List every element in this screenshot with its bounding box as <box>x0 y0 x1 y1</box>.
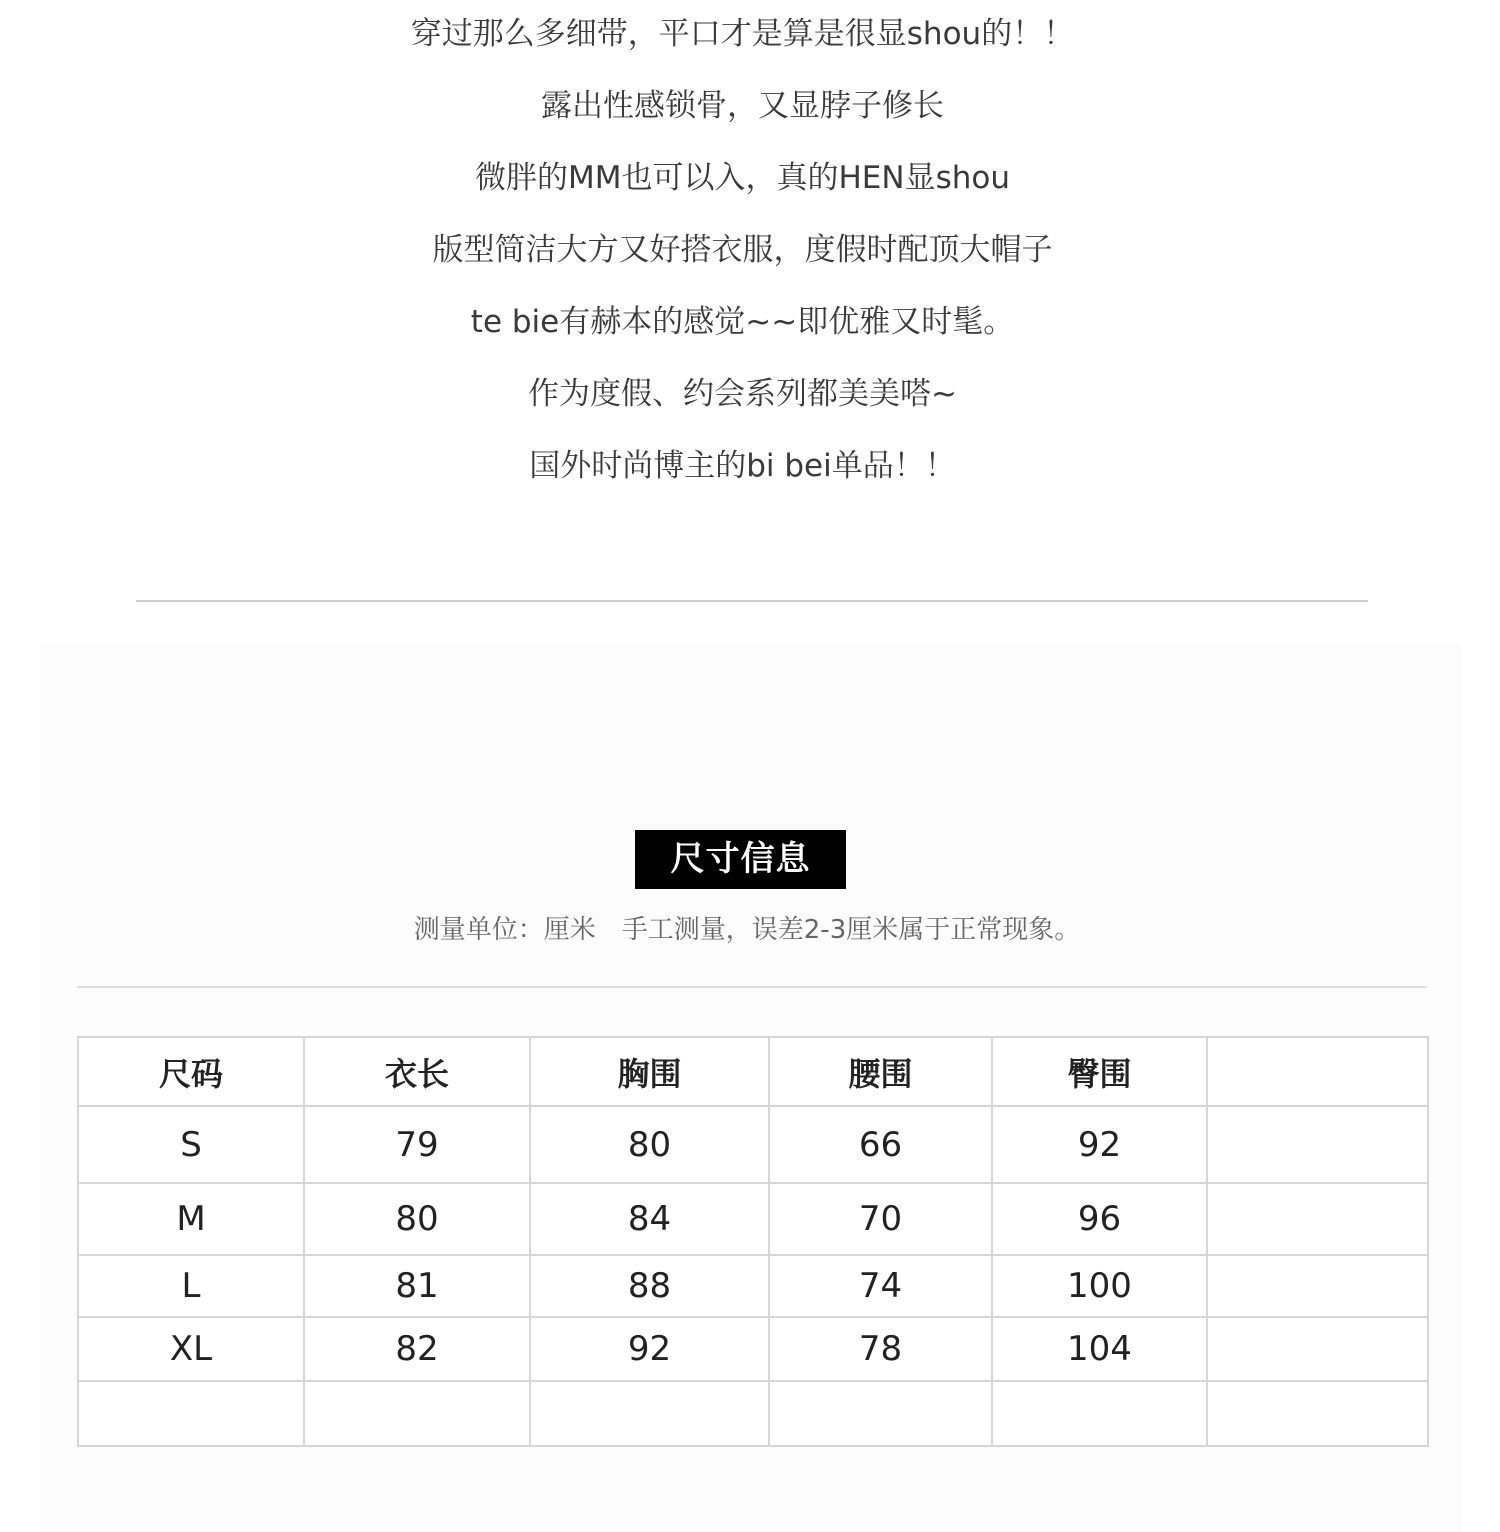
table-cell <box>1207 1317 1428 1381</box>
table-cell: 104 <box>992 1317 1207 1381</box>
header-length: 衣长 <box>304 1037 530 1106</box>
size-info-title: 尺寸信息 <box>635 830 846 889</box>
header-hip: 臀围 <box>992 1037 1207 1106</box>
table-cell: 66 <box>769 1106 992 1183</box>
description-line: 穿过那么多细带，平口才是算是很显shou的！！ <box>410 16 1075 52</box>
table-cell: L <box>78 1255 304 1317</box>
table-cell <box>1207 1183 1428 1255</box>
table-row <box>78 1317 1428 1381</box>
table-cell <box>530 1381 769 1446</box>
table-cell: 78 <box>769 1317 992 1381</box>
table-cell: 100 <box>992 1255 1207 1317</box>
table-cell: 81 <box>304 1255 530 1317</box>
table-cell: 96 <box>992 1183 1207 1255</box>
section-divider <box>136 600 1368 602</box>
table-cell: S <box>78 1106 304 1183</box>
table-cell: 82 <box>304 1317 530 1381</box>
table-cell: 92 <box>530 1317 769 1381</box>
table-row <box>78 1381 1428 1446</box>
table-cell <box>992 1381 1207 1446</box>
size-chart-table <box>77 1036 1429 1447</box>
table-cell: M <box>78 1183 304 1255</box>
table-cell: 80 <box>304 1183 530 1255</box>
description-line: 微胖的MM也可以入，真的HEN显shou <box>475 160 1010 196</box>
table-row <box>78 1255 1428 1317</box>
description-line: 国外时尚博主的bi bei单品！！ <box>529 448 956 484</box>
table-cell: 92 <box>992 1106 1207 1183</box>
table-cell: XL <box>78 1317 304 1381</box>
table-cell <box>78 1381 304 1446</box>
table-cell: 74 <box>769 1255 992 1317</box>
table-cell <box>1207 1106 1428 1183</box>
header-empty <box>1207 1037 1428 1106</box>
table-header-row <box>78 1037 1428 1106</box>
table-cell: 79 <box>304 1106 530 1183</box>
table-row <box>78 1183 1428 1255</box>
header-bust: 胸围 <box>530 1037 769 1106</box>
table-cell: 88 <box>530 1255 769 1317</box>
product-description <box>0 0 1500 560</box>
measurement-note: 测量单位：厘米 手工测量，误差2-3厘米属于正常现象。 <box>413 915 1081 945</box>
table-divider <box>77 986 1427 988</box>
description-line: 版型简洁大方又好搭衣服，度假时配顶大帽子 <box>432 232 1053 268</box>
description-line: te bie有赫本的感觉~~即优雅又时髦。 <box>470 304 1015 340</box>
table-cell <box>1207 1381 1428 1446</box>
table-cell: 80 <box>530 1106 769 1183</box>
description-line: 作为度假、约会系列都美美嗒~ <box>528 376 957 412</box>
header-size: 尺码 <box>78 1037 304 1106</box>
header-waist: 腰围 <box>769 1037 992 1106</box>
table-cell <box>1207 1255 1428 1317</box>
table-cell <box>769 1381 992 1446</box>
table-cell: 70 <box>769 1183 992 1255</box>
table-cell: 84 <box>530 1183 769 1255</box>
table-cell <box>304 1381 530 1446</box>
table-row <box>78 1106 1428 1183</box>
description-line: 露出性感锁骨，又显脖子修长 <box>541 88 944 124</box>
